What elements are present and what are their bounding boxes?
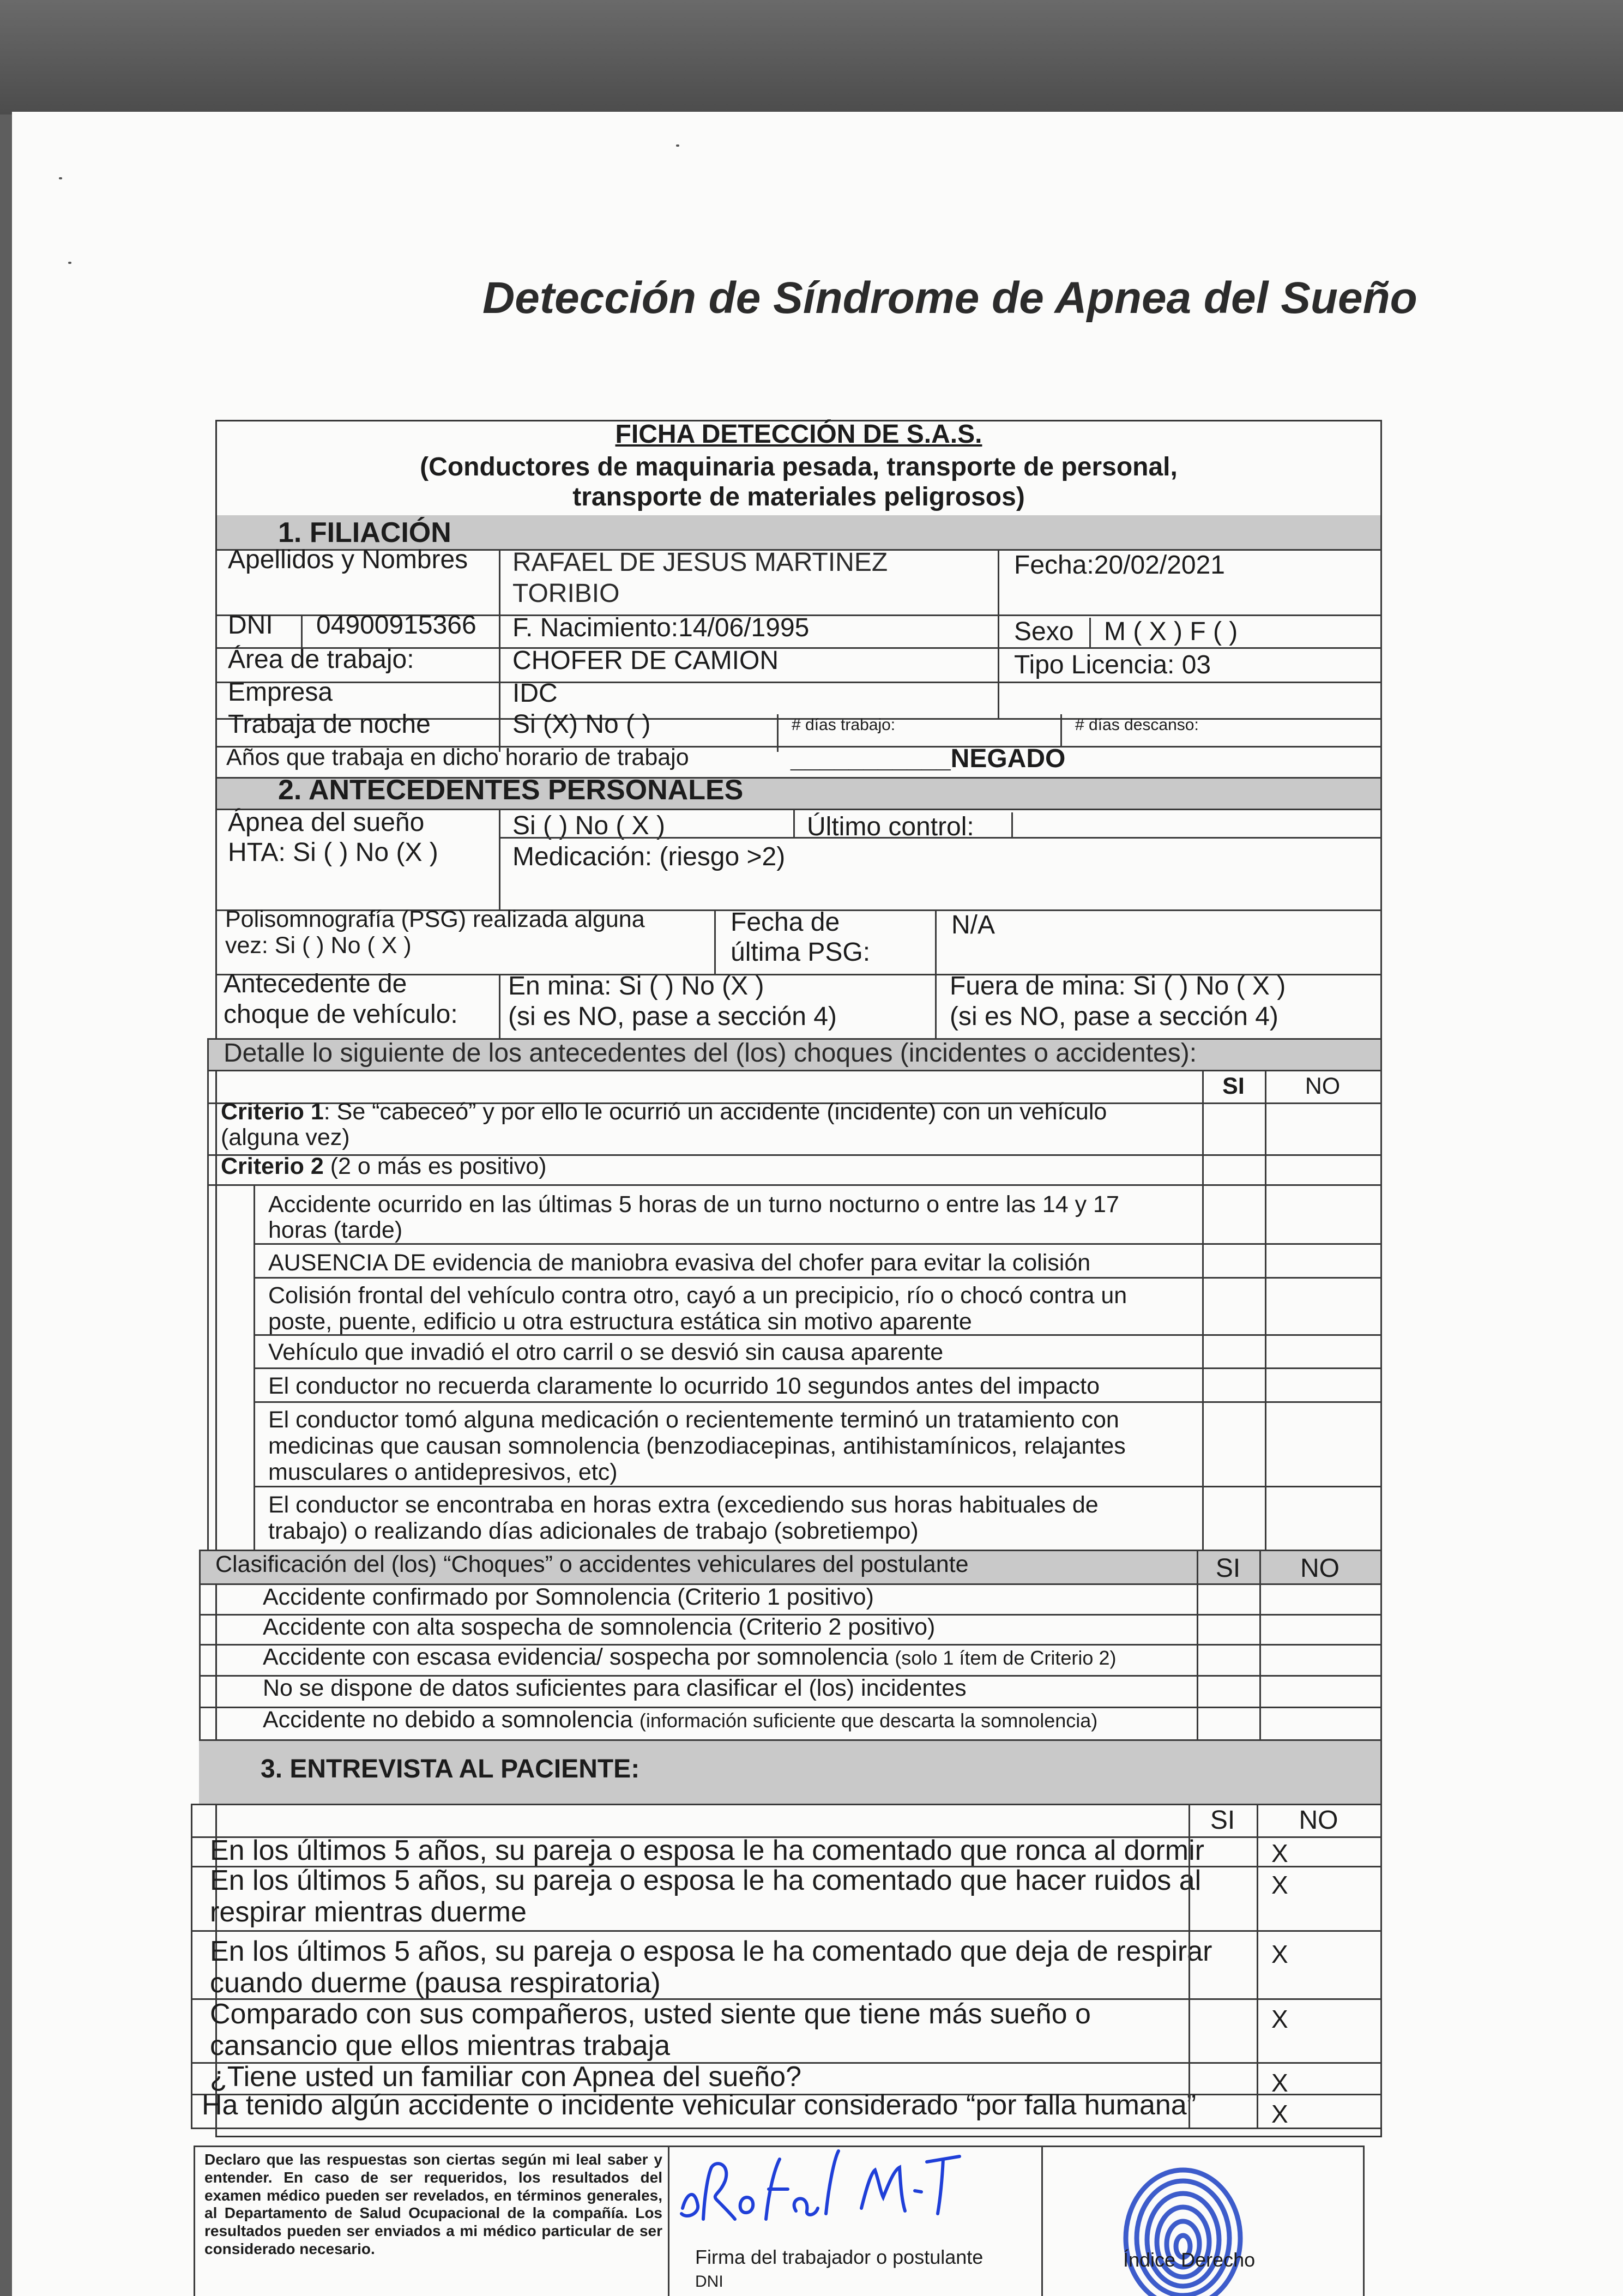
divider — [1363, 2146, 1365, 2296]
divider — [935, 909, 937, 974]
declaration-text: Declaro que las respuestas son ciertas según mi leal saber y entender. En caso de ser requeridos, los resultados del examen médico pueden ser revelados, en términos generales, al Departamento de Salud Ocupacional de la compañía. Los resultados pueden ser enviados a mi médico particular de ser considerado necesario. — [204, 2151, 662, 2257]
criterion-2-item: El conductor no recuerda claramente lo ocurrido 10 segundos antes del impacto — [268, 1373, 1100, 1399]
divider — [191, 1804, 1380, 1805]
rest-days-field: # días descanso: — [1075, 716, 1199, 734]
interview-question-line: respirar mientras duerme — [210, 1896, 527, 1928]
last-control-label: Último control: — [807, 812, 974, 841]
divider — [1060, 714, 1062, 746]
last-psg-label: Fecha de — [731, 908, 840, 937]
classification-item-text: Accidente confirmado por Somnolencia (Criterio 1 positivo) — [263, 1584, 874, 1610]
years-schedule-label: Años que trabaja en dicho horario de trabajo — [226, 744, 689, 770]
divider — [207, 1184, 1380, 1186]
criterion-2-item-line: musculares o antidepresivos, etc) — [268, 1459, 618, 1485]
divider — [1089, 618, 1091, 647]
criterion-2-item: Vehículo que invadió el otro carril o se desvió sin causa aparente — [268, 1339, 944, 1365]
classification-item-text: No se dispone de datos suficientes para clasificar el (los) incidentes — [263, 1675, 967, 1701]
dni-value: 04900915366 — [316, 611, 476, 640]
divider — [1257, 1804, 1258, 2128]
right-index-fingerprint — [1112, 2143, 1254, 2296]
years-schedule-value: ___________NEGADO — [791, 744, 1066, 773]
divider — [499, 837, 1380, 839]
interview-question: En los últimos 5 años, su pareja o esposa le ha comentado que hacer ruidos al — [210, 1865, 1202, 1896]
divider — [191, 1930, 1380, 1932]
divider — [207, 1070, 1380, 1071]
classification-item-note: (solo 1 ítem de Criterio 2) — [895, 1647, 1117, 1669]
interview-question: Comparado con sus compañeros, usted siente que tiene más sueño o — [210, 1998, 1091, 2030]
name-value-2: TORIBIO — [512, 579, 620, 608]
classification-item — [263, 1584, 874, 1610]
scan-speck — [676, 144, 679, 147]
section-title-entrevista: 3. ENTREVISTA AL PACIENTE: — [261, 1755, 640, 1783]
scanner-background — [0, 0, 1623, 115]
classification-item-text: Accidente con escasa evidencia/ sospecha por somnolencia — [263, 1644, 895, 1670]
fingerprint-label: Índice Derecho — [1123, 2249, 1256, 2271]
answer-no-mark: X — [1271, 2005, 1288, 2033]
interview-question-line: cansancio que ellos mientras trabaja — [210, 2030, 671, 2062]
outside-mine-note: (si es NO, pase a sección 4) — [950, 1002, 1278, 1031]
criterion-2-item: El conductor tomó alguna medicación o recientemente terminó un tratamiento con — [268, 1407, 1119, 1433]
in-mine-note: (si es NO, pase a sección 4) — [508, 1002, 837, 1031]
form-header-title: FICHA DETECCIÓN DE S.A.S. — [615, 420, 982, 449]
apnea-value: Si ( ) No ( X ) — [512, 811, 666, 840]
col-si: SI — [1210, 1806, 1235, 1835]
divider — [207, 1038, 209, 1550]
signature-sublabel: DNI — [695, 2273, 723, 2291]
work-area-value: CHOFER DE CAMION — [512, 646, 779, 675]
divider — [254, 1486, 1380, 1487]
divider — [301, 614, 303, 647]
form-header-subtitle: (Conductores de maquinaria pesada, transporte de personal, — [420, 453, 1178, 481]
medication-field: Medicación: (riesgo >2) — [512, 842, 786, 871]
night-work-value: Si (X) No ( ) — [512, 710, 651, 739]
criterion-2-item-line: trabajo) o realizando días adicionales de trabajo (sobretiempo) — [268, 1518, 919, 1544]
criterion-2-item: Accidente ocurrido en las últimas 5 horas de un turno nocturno o entre las 14 y 17 — [268, 1191, 1119, 1218]
date-field: Fecha:20/02/2021 — [1014, 551, 1225, 580]
answer-no-mark: X — [1271, 2100, 1288, 2128]
criterion-1-title: Criterio 1 — [221, 1099, 324, 1125]
divider — [499, 549, 500, 614]
divider — [194, 2146, 195, 2296]
classification-item-text: Accidente no debido a somnolencia — [263, 1707, 639, 1733]
psg-question: Polisomnografía (PSG) realizada alguna — [225, 906, 645, 932]
divider — [1380, 420, 1382, 2128]
birth-date-field: F. Nacimiento:14/06/1995 — [512, 613, 810, 642]
apnea-label: Ápnea del sueño — [228, 808, 425, 837]
divider — [1041, 2146, 1043, 2296]
classification-item — [263, 1707, 1097, 1733]
col-si: SI — [1215, 1554, 1241, 1583]
last-psg-value: N/A — [951, 911, 995, 939]
divider — [499, 974, 500, 1038]
form-header-subtitle-2: transporte de materiales peligrosos) — [572, 483, 1025, 511]
divider — [191, 1804, 192, 2128]
divider — [217, 682, 1380, 683]
document-title: Detección de Síndrome de Apnea del Sueño — [482, 273, 1417, 323]
divider — [499, 614, 500, 752]
answer-no-mark: X — [1271, 2069, 1288, 2097]
worker-signature — [665, 2137, 970, 2246]
col-si: SI — [1222, 1073, 1245, 1099]
night-work-label: Trabaja de noche — [228, 710, 431, 739]
license-type: Tipo Licencia: 03 — [1014, 650, 1211, 679]
col-no: NO — [1299, 1806, 1338, 1835]
psg-answer: vez: Si ( ) No ( X ) — [225, 932, 412, 959]
name-value: RAFAEL DE JESUS MARTINEZ — [512, 548, 888, 577]
interview-question: ¿Tiene usted un familiar con Apnea del sueño? — [210, 2061, 801, 2093]
answer-no-mark: X — [1271, 1940, 1288, 1968]
criterion-2-item-line: medicinas que causan somnolencia (benzodiacepinas, antihistamínicos, relajantes — [268, 1433, 1126, 1459]
sex-label: Sexo — [1014, 617, 1074, 646]
crash-history-label-2: choque de vehículo: — [224, 1000, 458, 1029]
criterion-2-item: AUSENCIA DE evidencia de maniobra evasiva del chofer para evitar la colisión — [268, 1250, 1091, 1276]
last-psg-label-2: última PSG: — [731, 938, 871, 967]
section-title-antecedentes: 2. ANTECEDENTES PERSONALES — [278, 774, 744, 806]
name-label: Apellidos y Nombres — [228, 545, 468, 574]
sex-value: M ( X ) F ( ) — [1104, 617, 1238, 646]
divider — [1265, 1070, 1266, 1550]
divider — [254, 1243, 1380, 1245]
criterion-2-text: (2 o más es positivo) — [323, 1153, 547, 1179]
divider — [714, 909, 716, 974]
divider — [254, 1367, 1380, 1369]
answer-no-mark: X — [1271, 1839, 1288, 1867]
criterion-2-item: Colisión frontal del vehículo contra otro, cayó a un precipicio, río o chocó contra un — [268, 1282, 1127, 1309]
divider — [499, 809, 500, 909]
interview-question: En los últimos 5 años, su pareja o esposa le ha comentado que ronca al dormir — [210, 1835, 1204, 1866]
criterion-2-title: Criterio 2 — [221, 1153, 324, 1179]
classification-header: Clasificación del (los) “Choques” o accidentes vehiculares del postulante — [215, 1551, 969, 1577]
col-no: NO — [1300, 1554, 1340, 1583]
divider — [1011, 812, 1013, 837]
divider — [1259, 1550, 1261, 1749]
divider — [191, 2128, 1380, 2129]
criterion-2 — [221, 1153, 546, 1179]
answer-no-mark: X — [1271, 1871, 1288, 1899]
criterion-1-text-2: (alguna vez) — [221, 1124, 350, 1150]
divider — [793, 809, 795, 837]
in-mine-field: En mina: Si ( ) No (X ) — [508, 972, 764, 1001]
interview-question-line: cuando duerme (pausa respiratoria) — [210, 1967, 661, 1999]
divider — [1202, 1070, 1204, 1550]
dni-label: DNI — [228, 611, 273, 640]
company-value: IDC — [512, 679, 558, 708]
divider — [1197, 1550, 1198, 1749]
signature-label: Firma del trabajador o postulante — [695, 2246, 984, 2268]
classification-item — [263, 1644, 1116, 1670]
divider — [1188, 1804, 1190, 2128]
company-label: Empresa — [228, 678, 333, 707]
crash-history-label: Antecedente de — [224, 969, 407, 998]
scan-speck — [68, 262, 71, 264]
work-days-field: # días trabajo: — [792, 716, 896, 734]
section-title-filiacion: 1. FILIACIÓN — [278, 517, 451, 549]
crash-detail-header: Detalle lo siguiente de los antecedentes del (los) choques (incidentes o accidentes): — [224, 1039, 1197, 1068]
classification-item — [263, 1614, 935, 1640]
outside-mine-field: Fuera de mina: Si ( ) No ( X ) — [950, 972, 1286, 1001]
scan-speck — [59, 177, 62, 179]
criterion-2-item-line: poste, puente, edificio u otra estructura estática sin motivo aparente — [268, 1309, 972, 1335]
divider — [199, 1739, 1380, 1741]
classification-item — [263, 1675, 967, 1701]
classification-item-note: (información suficiente que descarta la somnolencia) — [639, 1709, 1098, 1732]
divider — [254, 1277, 1380, 1279]
col-no: NO — [1305, 1073, 1341, 1099]
interview-question: En los últimos 5 años, su pareja o esposa le ha comentado que deja de respirar — [210, 1936, 1212, 1967]
criterion-2-item-line: horas (tarde) — [268, 1217, 403, 1243]
divider — [254, 1184, 255, 1550]
classification-item-text: Accidente con alta sospecha de somnolencia (Criterio 2 positivo) — [263, 1614, 936, 1640]
divider — [998, 549, 999, 614]
divider — [254, 1334, 1380, 1336]
criterion-1 — [221, 1099, 1107, 1125]
interview-question: Ha tenido algún accidente o incidente vehicular considerado “por falla humana” — [202, 2089, 1197, 2121]
criterion-2-item: El conductor se encontraba en horas extra (excediendo sus horas habituales de — [268, 1492, 1099, 1518]
hta-field: HTA: Si ( ) No (X ) — [228, 838, 438, 867]
divider — [935, 974, 937, 1038]
work-area-label: Área de trabajo: — [228, 645, 414, 674]
divider — [254, 1401, 1380, 1403]
criterion-1-text: : Se “cabeceó” y por ello le ocurrió un accidente (incidente) con un vehículo — [323, 1099, 1107, 1125]
divider — [998, 614, 999, 718]
divider — [199, 1550, 201, 1749]
